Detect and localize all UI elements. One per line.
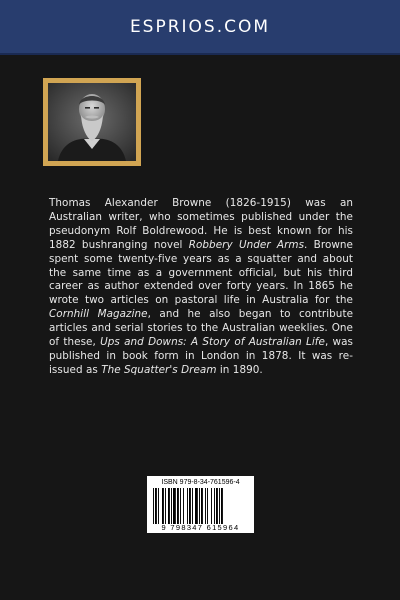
bio-text: in 1890. [216, 363, 263, 376]
site-name[interactable]: ESPRIOS.COM [129, 16, 271, 37]
isbn-label: ISBN 979-8-34-761596-4 [161, 479, 240, 486]
barcode-icon [153, 488, 248, 524]
isbn-barcode [147, 476, 254, 533]
bio-text: , and he also began to contribute articles and serial stories to the Australian weeklies. One of these, [49, 308, 354, 349]
bio-text: . Browne spent some twenty-five years as a squatter and about the same time as a government official, but his third career as author extended over forty years. In 1865 he wrote two articles on pastoral life in Australia for the [49, 238, 353, 307]
portrait-frame [43, 78, 141, 166]
bio-text: , was published in book form in London in 1878. It was re-issued as [49, 336, 353, 376]
bio-title-italic: The Squatter's Dream [101, 363, 217, 376]
author-biography [49, 197, 353, 378]
author-portrait-icon [48, 83, 136, 161]
barcode-digits: 9 798347 615964 [161, 523, 240, 532]
bio-title-italic: Cornhill Magazine [49, 308, 148, 321]
bio-title-italic: Robbery Under Arms [188, 238, 305, 251]
site-banner [0, 0, 400, 55]
bio-text: Thomas Alexander Browne (1826-1915) was an Australian writer, who sometimes published under the pseudonym Rolf Boldrewood. He is best known for his 1882 bushranging novel [49, 197, 353, 251]
bio-title-italic: Ups and Downs: A Story of Australian Life [100, 336, 325, 349]
